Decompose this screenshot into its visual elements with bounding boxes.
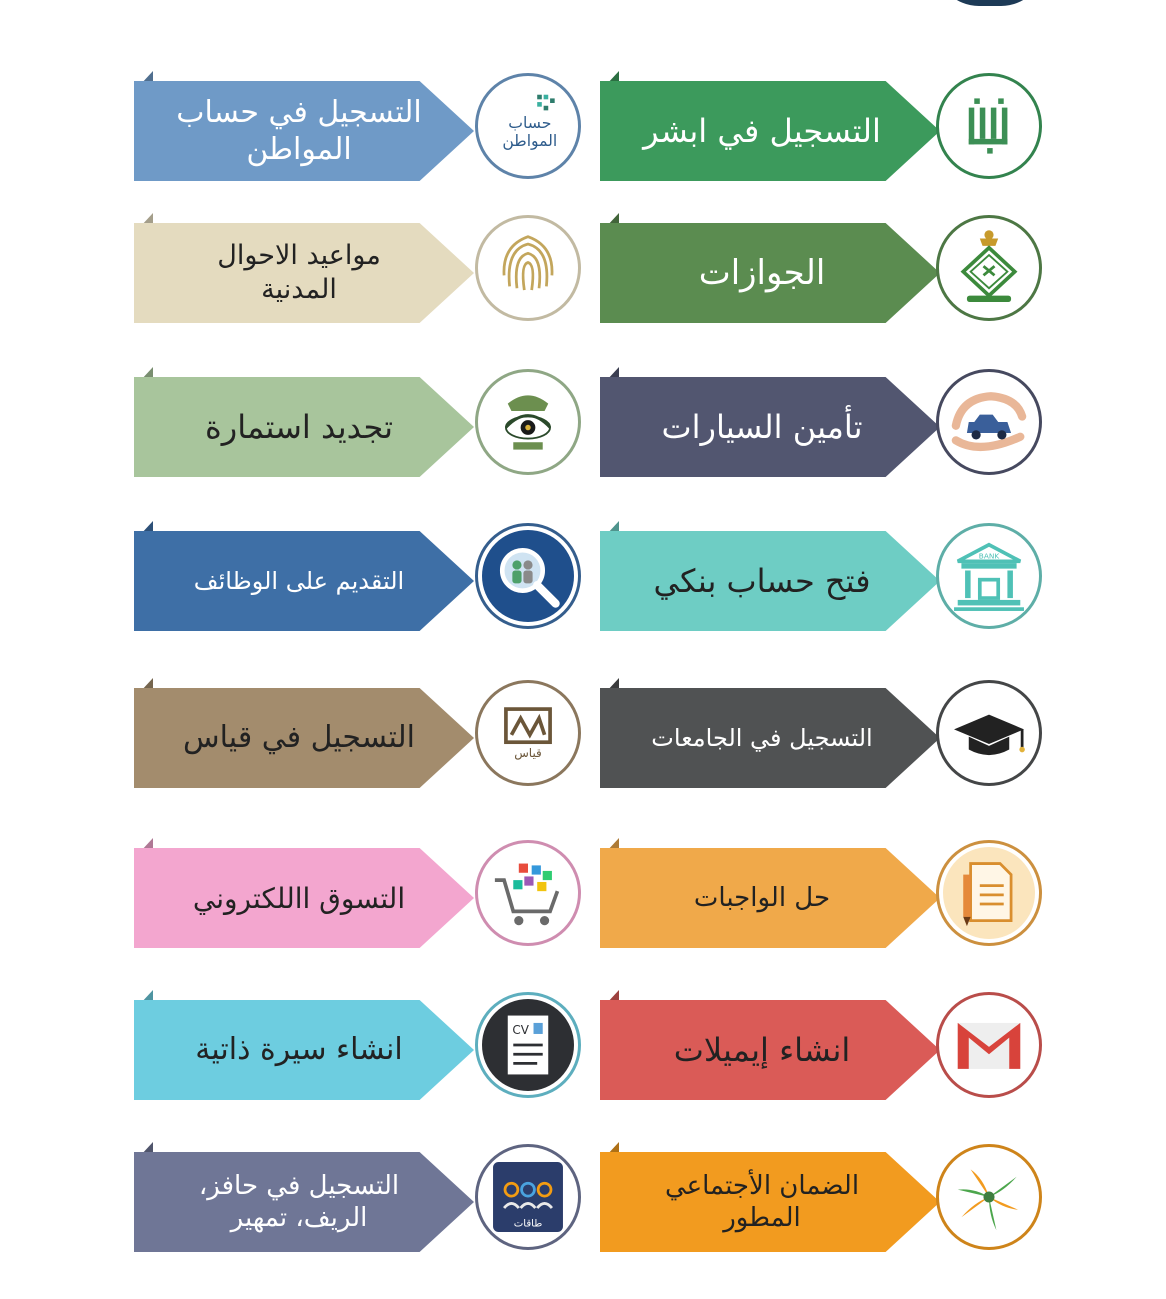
service-label-line: التسجيل في حساب [176, 94, 422, 130]
service-label: انشاء إيميلات [673, 1031, 851, 1069]
left-service-tile-3[interactable] [0, 367, 1166, 477]
left-service-tile-6[interactable] [0, 838, 1166, 948]
svg-text:حساب: حساب [508, 112, 552, 132]
service-label [140, 223, 458, 323]
service-label [140, 81, 458, 181]
svg-text:طاقات: طاقات [513, 1218, 543, 1230]
svg-text:CV: CV [512, 1022, 529, 1037]
service-label: التقديم على الوظائف [193, 567, 405, 595]
service-label-line: الضمان الأجتماعي [664, 1170, 860, 1201]
left-service-tile-2[interactable] [0, 213, 1166, 323]
service-label: الجوازات [698, 252, 826, 293]
service-label-line: المدنية [261, 274, 337, 305]
left-service-tile-8[interactable] [0, 1142, 1166, 1252]
fingerprint-icon[interactable] [475, 215, 581, 321]
service-label-line: المطور [723, 1203, 801, 1233]
svg-text:المواطن: المواطن [502, 131, 558, 151]
svg-text:قياس: قياس [514, 745, 542, 760]
qiyas-logo-icon[interactable] [475, 680, 581, 786]
service-label: تأمين السيارات [661, 408, 863, 446]
left-service-tile-4[interactable] [0, 521, 1166, 631]
service-label: التسجيل في الجامعات [651, 724, 873, 752]
cv-document-icon[interactable] [475, 992, 581, 1098]
service-label: فتح حساب بنكي [653, 562, 871, 600]
service-label: تجديد استمارة [204, 408, 394, 446]
shopping-cart-icon[interactable] [475, 840, 581, 946]
left-service-tile-1[interactable] [0, 71, 1166, 181]
service-label: انشاء سيرة ذاتية [195, 1032, 403, 1068]
svg-text:BANK: BANK [978, 551, 1000, 561]
service-label [140, 1152, 458, 1252]
traffic-emblem-icon[interactable] [475, 369, 581, 475]
service-label-line: التسجيل في حافز، [198, 1170, 400, 1201]
partial-logo-top [935, 0, 1045, 6]
service-label: التسجيل في ابشر [643, 112, 881, 150]
left-service-tile-7[interactable] [0, 990, 1166, 1100]
taqat-logo-icon[interactable] [475, 1144, 581, 1250]
service-label-line: الريف، تمهير [230, 1203, 368, 1233]
service-label-line: مواعيد الاحوال [217, 240, 381, 272]
citizen-account-logo-icon[interactable] [475, 73, 581, 179]
service-label-line: المواطن [246, 132, 352, 167]
service-label: التسجيل في قياس [183, 720, 416, 756]
left-service-tile-5[interactable] [0, 678, 1166, 788]
service-label: حل الواجبات [693, 882, 831, 913]
job-search-icon[interactable] [475, 523, 581, 629]
service-label: التسوق االلكتروني [192, 881, 406, 915]
